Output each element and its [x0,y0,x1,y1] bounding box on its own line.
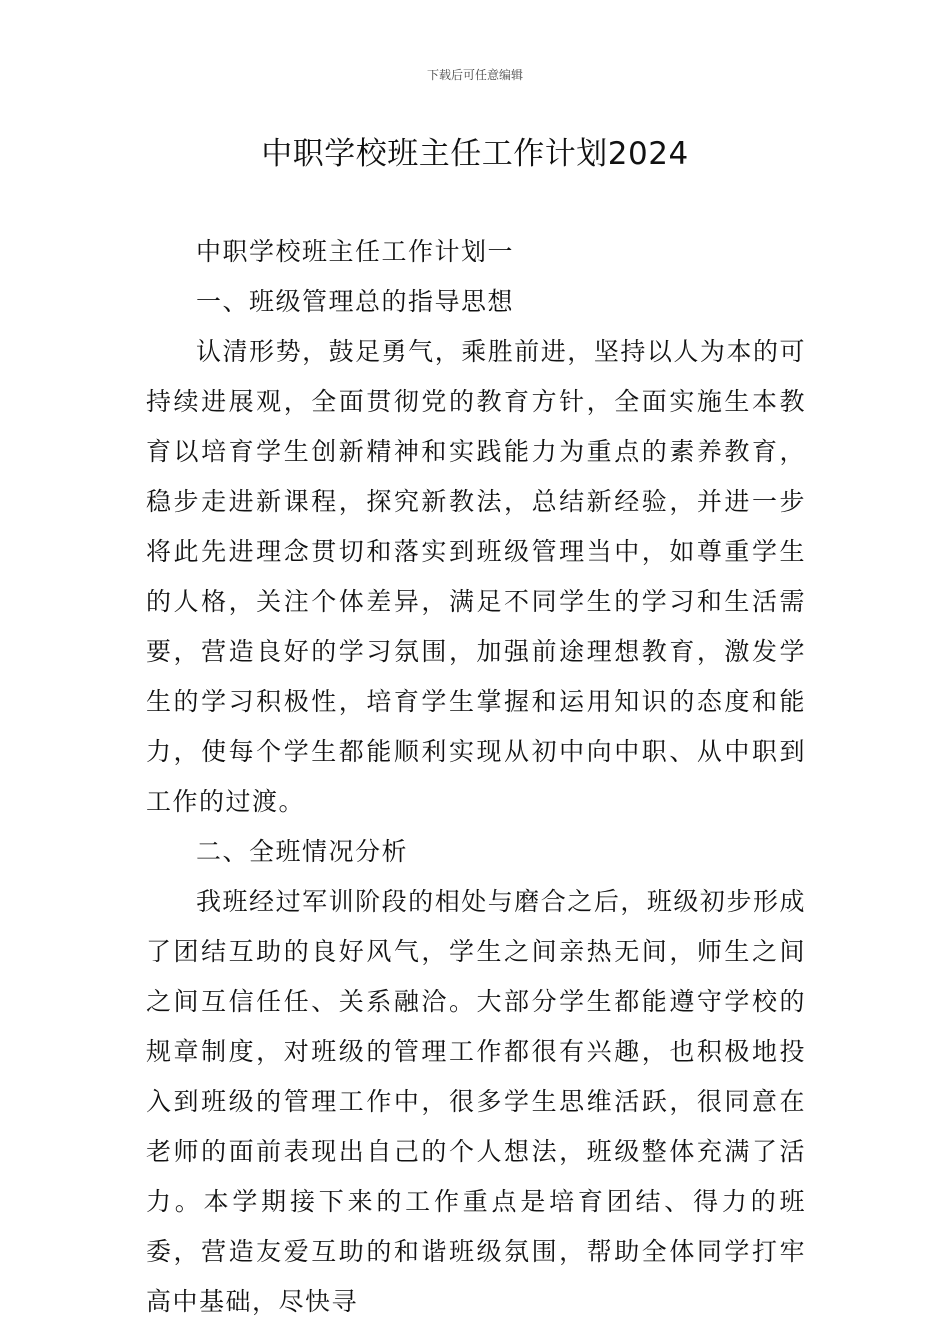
paragraph-subtitle: 中职学校班主任工作计划一 [196,237,515,266]
paragraph-class-analysis: 我班经过军训阶段的相处与磨合之后，班级初步形成了团结互助的良好风气，学生之间亲热无间，师生之间之间互信任任、关系融洽。大部分学生都能遵守学校的规章制度，对班级的管理工作都很有兴趣，也积极地投入到班级的管理工作中，很多学生思维活跃，很同意在老师的面前表现出自己的个人想法，班级整体充满了活力。本学期接下来的工作重点是培育团结、得力的班委，营造友爱互助的和谐班级氛围，帮助全体同学打牢高中基础，尽快寻 [146,887,806,1316]
section-heading-1: 一、班级管理总的指导思想 [196,287,515,316]
document-title: 中职学校班主任工作计划2024 [261,136,689,172]
section-heading-2: 二、全班情况分析 [196,837,409,866]
paragraph-guiding-thought: 认清形势，鼓足勇气，乘胜前进，坚持以人为本的可持续进展观，全面贯彻党的教育方针，全面实施生本教育以培育学生创新精神和实践能力为重点的素养教育，稳步走进新课程，探究新教法，总结新经验，并进一步将此先进理念贯切和落实到班级管理当中，如尊重学生的人格，关注个体差异，满足不同学生的学习和生活需要，营造良好的学习氛围，加强前途理想教育，激发学生的学习积极性，培育学生掌握和运用知识的态度和能力，使每个学生都能顺利实现从初中向中职、从中职到工作的过渡。 [146,337,806,816]
document-body [146,227,806,1327]
header-note: 下载后可任意编辑 [426,68,523,82]
